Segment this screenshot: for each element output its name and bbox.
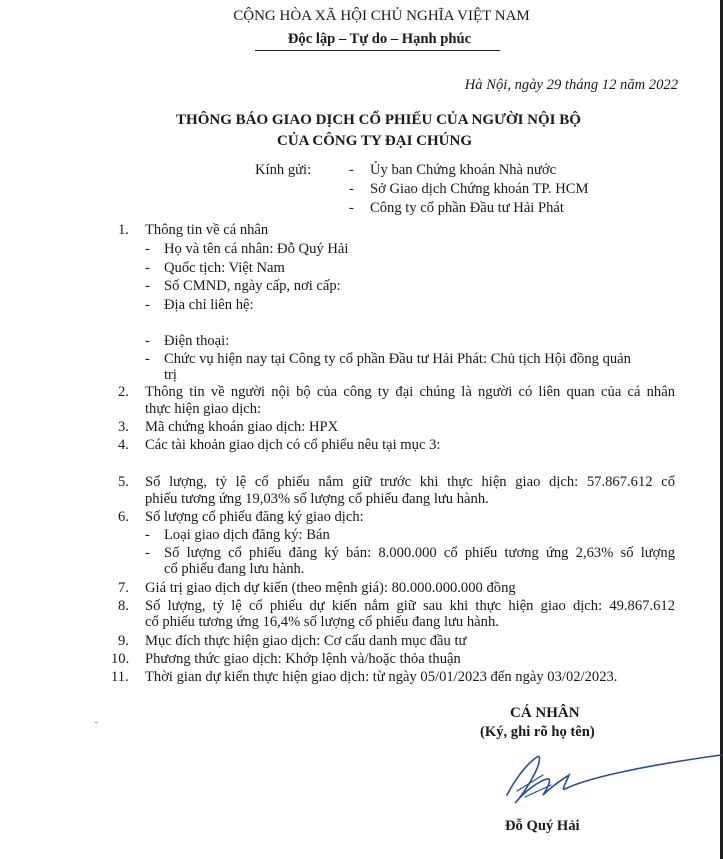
motto: Độc lập – Tự do – Hạnh phúc [287, 31, 472, 47]
signature-instruction: (Ký, ghi rõ họ tên) [480, 724, 595, 740]
recipient-bullet: - [349, 200, 354, 216]
motto-underline [255, 50, 500, 51]
recipients-label: Kính gửi: [255, 162, 312, 178]
section-number: 4. [118, 437, 129, 453]
id-number: Số CMND, ngày cấp, nơi cấp: [164, 278, 341, 294]
registered-sell-line1: Số lượng cổ phiếu đăng ký bán: 8.000.000 cổ phiếu tương ứng 2,63% số lượng [164, 545, 675, 561]
list-bullet: - [145, 333, 150, 349]
list-bullet: - [145, 278, 150, 294]
phone: Điện thoại: [164, 333, 230, 349]
position: Chức vụ hiện nay tại Công ty cổ phần Đầu tư Hải Phát: Chủ tịch Hội đồng quản [164, 351, 631, 367]
transaction-type: Loại giao dịch đăng ký: Bán [164, 527, 330, 543]
holding-before-line2: phiếu tương ứng 19,03% số lượng cổ phiếu đang lưu hành. [145, 491, 489, 507]
trading-method: Phương thức giao dịch: Khớp lệnh và/hoặc thỏa thuận [145, 651, 461, 667]
scan-mark [95, 722, 98, 723]
doc-title-line2: CỦA CÔNG TY ĐẠI CHÚNG [276, 133, 472, 149]
recipient-bullet: - [349, 181, 354, 197]
signature-title: CÁ NHÂN [510, 705, 580, 721]
full-name: Họ và tên cá nhân: Đỗ Quý Hải [164, 241, 349, 257]
section-number: 3. [118, 419, 129, 435]
signature-mark [495, 745, 723, 815]
list-bullet: - [145, 527, 150, 543]
expected-value: Giá trị giao dịch dự kiến (theo mệnh giá): 80.000.000.000 đồng [145, 580, 516, 596]
position-continued: trị [164, 367, 177, 383]
date-line: Hà Nội, ngày 29 tháng 12 năm 2022 [464, 77, 678, 93]
section-1-title: Thông tin về cá nhân [145, 222, 269, 238]
trading-accounts: Các tài khoản giao dịch có cổ phiếu nêu tại mục 3: [145, 437, 441, 453]
section-2-line2: thực hiện giao dịch: [145, 401, 262, 417]
section-2-line1: Thông tin về người nội bộ của công ty đại chúng là người có liên quan của cá nhân [145, 384, 675, 400]
list-bullet: - [145, 297, 150, 313]
registered-sell-line2: cổ phiếu đang lưu hành. [164, 561, 305, 577]
section-number: 1. [118, 222, 129, 238]
holding-after-line2: cổ phiếu tương ứng 16,4% số lượng cổ phiếu đang lưu hành. [145, 614, 499, 630]
section-number: 8. [118, 598, 129, 614]
nationality: Quốc tịch: Việt Nam [164, 260, 285, 276]
recipient-item: Sở Giao dịch Chứng khoán TP. HCM [370, 181, 589, 197]
section-number: 2. [118, 384, 129, 400]
country-heading: CỘNG HÒA XÃ HỘI CHỦ NGHĨA VIỆT NAM [233, 8, 530, 24]
registered-quantity-title: Số lượng cổ phiếu đăng ký giao dịch: [145, 509, 364, 525]
section-number: 9. [118, 633, 129, 649]
expected-period: Thời gian dự kiến thực hiện giao dịch: từ ngày 05/01/2023 đến ngày 03/02/2023. [145, 669, 618, 685]
contact-address: Địa chỉ liên hệ: [164, 297, 254, 313]
section-number: 6. [118, 509, 129, 525]
recipient-bullet: - [349, 162, 354, 178]
section-number: 5. [118, 474, 129, 490]
holding-after-line1: Số lượng, tỷ lệ cổ phiếu dự kiến nắm giữ sau khi thực hiện giao dịch: 49.867.612 [145, 598, 675, 614]
recipient-item: Ủy ban Chứng khoán Nhà nước [370, 162, 557, 178]
list-bullet: - [145, 545, 150, 561]
list-bullet: - [145, 351, 150, 367]
recipient-item: Công ty cổ phần Đầu tư Hải Phát [370, 200, 564, 216]
list-bullet: - [145, 241, 150, 257]
signer-name: Đỗ Quý Hải [505, 818, 580, 834]
holding-before-line1: Số lượng, tỷ lệ cổ phiếu nắm giữ trước khi thực hiện giao dịch: 57.867.612 cổ [145, 474, 675, 490]
doc-title-line1: THÔNG BÁO GIAO DỊCH CỔ PHIẾU CỦA NGƯỜI NỘI BỘ [176, 112, 581, 128]
section-number: 10. [111, 651, 130, 667]
section-number: 7. [118, 580, 129, 596]
list-bullet: - [145, 260, 150, 276]
stock-code: Mã chứng khoán giao dịch: HPX [145, 419, 339, 435]
purpose: Mục đích thực hiện giao dịch: Cơ cấu danh mục đầu tư [145, 633, 467, 649]
section-number: 11. [111, 669, 129, 685]
